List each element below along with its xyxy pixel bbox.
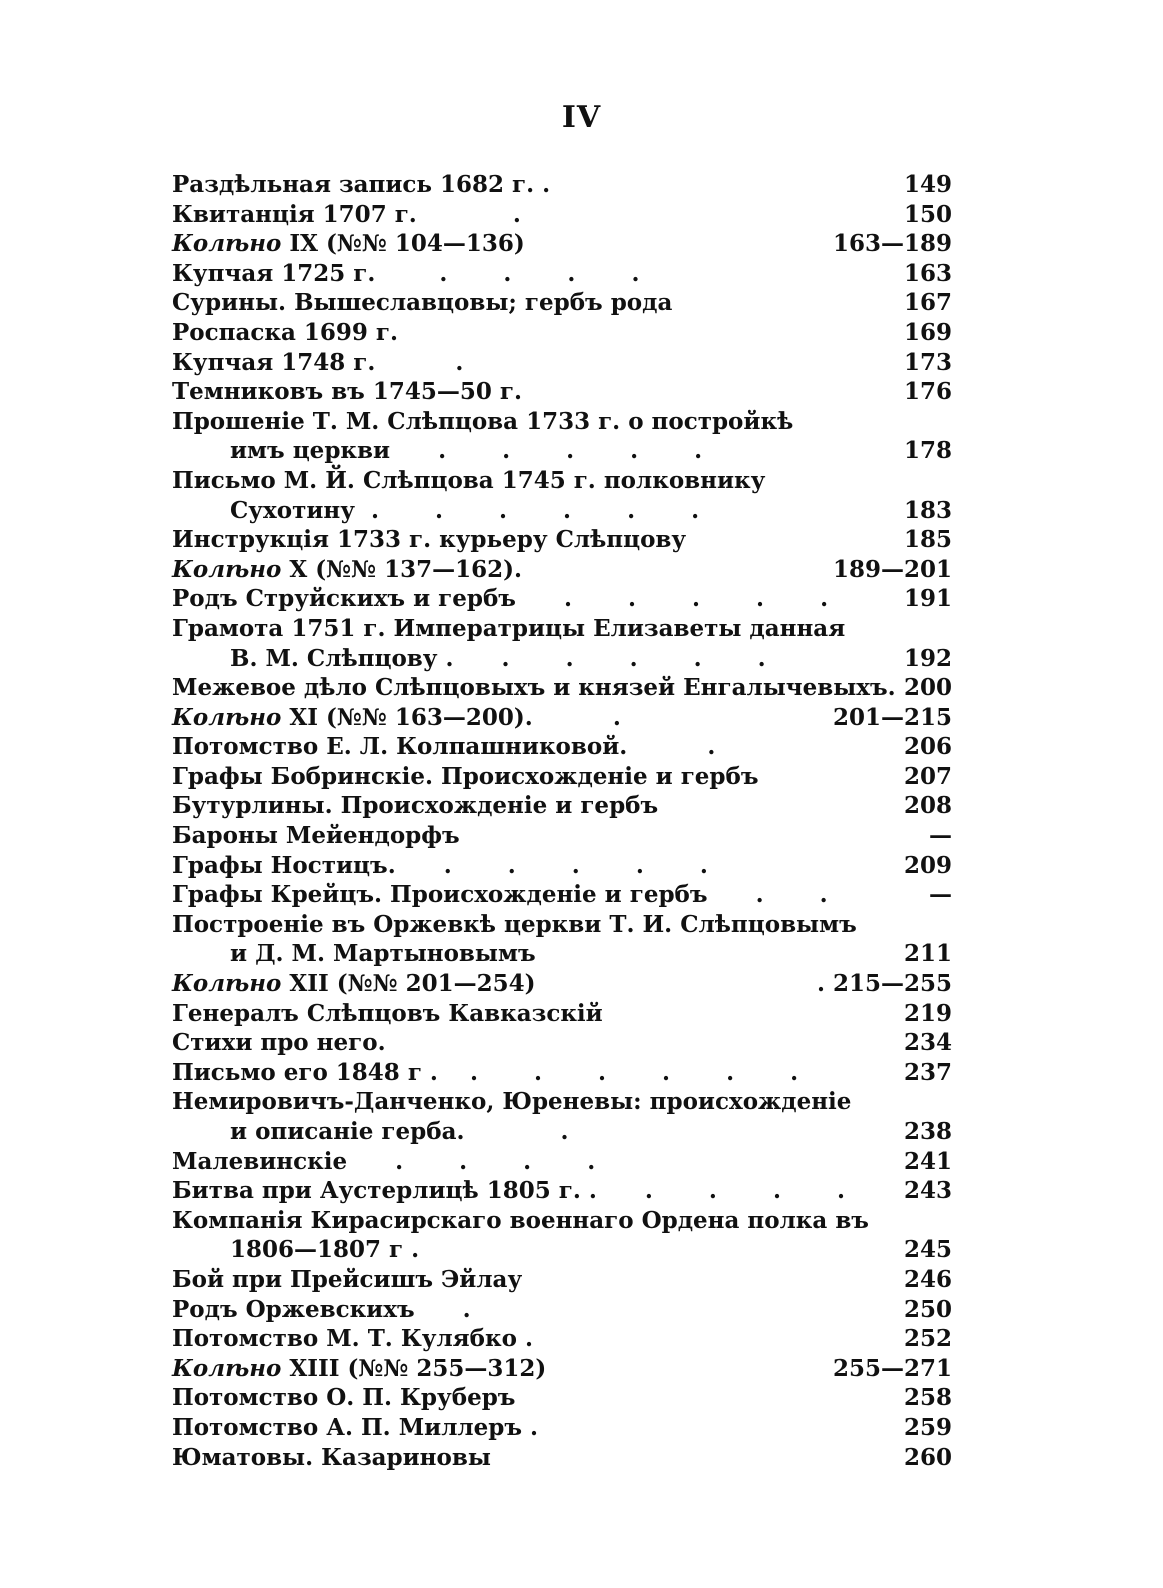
toc-entry-page-number: 169 bbox=[903, 318, 952, 346]
toc-entry bbox=[172, 969, 952, 999]
toc-entry bbox=[172, 229, 952, 259]
toc-entry-title bbox=[172, 1295, 812, 1325]
toc-entry-leader-dots: . . . . . bbox=[515, 585, 837, 613]
toc-entry-title bbox=[172, 791, 812, 821]
toc-entry-text: Компанія Кирасирскаго военнаго Ордена полка въ bbox=[172, 1206, 869, 1234]
toc-entry bbox=[172, 436, 952, 466]
toc-entry-title bbox=[172, 229, 812, 259]
toc-entry-page-number: 237 bbox=[903, 1058, 952, 1086]
toc-entry-leader-dots: . . . . . . bbox=[354, 496, 708, 524]
toc-entry-text: XI (№№ 163—200). bbox=[281, 703, 533, 731]
toc-entry-page-number: 234 bbox=[903, 1029, 952, 1057]
toc-entry-text: Немировичъ-Данченко, Юреневы: происхожденіе bbox=[172, 1088, 852, 1116]
toc-entry-page-number: 191 bbox=[903, 585, 952, 613]
toc-entry bbox=[172, 999, 952, 1029]
toc-entry bbox=[172, 614, 952, 644]
toc-entry-title bbox=[172, 851, 812, 881]
toc-entry-leader-dots: . . . . bbox=[596, 1177, 853, 1205]
toc-entry-page-number: 178 bbox=[903, 437, 952, 465]
toc-entry-text: Потомство М. Т. Кулябко . bbox=[172, 1325, 533, 1353]
toc-entry-generation-label: Колѣно bbox=[172, 970, 282, 998]
toc-entry-text: Грамота 1751 г. Императрицы Елизаветы данная bbox=[172, 614, 846, 642]
toc-entry-text: Купчая 1725 г. bbox=[172, 259, 376, 287]
toc-entry-page-number: 243 bbox=[903, 1177, 952, 1205]
toc-entry-text: Родъ Струйскихъ и гербъ bbox=[172, 585, 516, 613]
toc-entry-text: Генералъ Слѣпцовъ Кавказскій bbox=[172, 999, 603, 1027]
toc-entry-text: Битва при Аустерлицѣ 1805 г. . bbox=[172, 1177, 597, 1205]
toc-entry-text: имъ церкви bbox=[230, 437, 391, 465]
table-of-contents bbox=[172, 170, 952, 1472]
toc-entry bbox=[172, 673, 952, 703]
toc-entry-generation-label: Колѣно bbox=[172, 1354, 282, 1382]
toc-entry-generation-label: Колѣно bbox=[172, 230, 282, 258]
toc-entry-leader-dots: . bbox=[532, 703, 629, 731]
toc-entry-page-number: 173 bbox=[903, 348, 952, 376]
toc-entry bbox=[172, 377, 952, 407]
toc-entry-page-number: . 215—255 bbox=[816, 970, 952, 998]
toc-entry-text: Сухотину bbox=[230, 496, 355, 524]
toc-entry-text: Бой при Прейсишъ Эйлау bbox=[172, 1265, 523, 1293]
toc-entry-text: XII (№№ 201—254) bbox=[281, 970, 536, 998]
toc-entry-text: и описаніе герба. bbox=[230, 1118, 465, 1145]
toc-entry-title bbox=[172, 1265, 812, 1295]
toc-entry-title bbox=[172, 1087, 852, 1117]
toc-entry bbox=[172, 200, 952, 230]
toc-entry-title bbox=[172, 762, 812, 792]
toc-entry-text: Графы Бобринскіе. Происхожденіе и гербъ bbox=[172, 762, 759, 790]
toc-entry bbox=[172, 644, 952, 674]
toc-entry-title bbox=[172, 969, 812, 999]
toc-entry-page-number: 183 bbox=[903, 496, 952, 524]
toc-entry-title bbox=[172, 1383, 812, 1413]
toc-entry-page-number: — bbox=[929, 881, 952, 909]
toc-entry bbox=[172, 1265, 952, 1295]
toc-entry-page-number: — bbox=[929, 822, 952, 850]
toc-entry-title bbox=[172, 288, 812, 318]
toc-entry-page-number: 258 bbox=[903, 1384, 952, 1412]
toc-entry-title bbox=[172, 1028, 812, 1058]
toc-entry-title bbox=[172, 880, 836, 910]
toc-entry-page-number: 238 bbox=[903, 1118, 952, 1145]
toc-entry-generation-label: Колѣно bbox=[172, 703, 282, 731]
toc-entry-title bbox=[172, 910, 857, 940]
toc-entry-text: В. М. Слѣпцову . bbox=[230, 644, 454, 672]
toc-entry-title bbox=[172, 1354, 812, 1384]
toc-entry bbox=[172, 703, 952, 733]
toc-entry-title bbox=[172, 318, 812, 348]
toc-entry-leader-dots: . . . . . bbox=[453, 644, 774, 672]
toc-entry bbox=[172, 1324, 952, 1354]
toc-entry bbox=[172, 1176, 952, 1206]
toc-entry-title bbox=[172, 614, 846, 644]
toc-entry-generation-label: Колѣно bbox=[172, 555, 282, 583]
toc-entry-leader-dots: . . . . . bbox=[395, 851, 716, 879]
toc-entry bbox=[172, 525, 952, 555]
toc-entry-text: Малевинскіе bbox=[172, 1147, 348, 1175]
toc-entry-title bbox=[172, 170, 812, 200]
toc-entry-leader-dots: . . . . . bbox=[390, 437, 711, 465]
toc-entry-text: Юматовы. Казариновы bbox=[172, 1443, 491, 1471]
toc-entry bbox=[172, 259, 952, 289]
toc-entry-text: Бароны Мейендорфъ bbox=[172, 822, 460, 850]
toc-entry-page-number: 163 bbox=[903, 259, 952, 287]
toc-entry-text: Купчая 1748 г. bbox=[172, 348, 376, 376]
toc-entry-page-number: 189—201 bbox=[832, 555, 952, 583]
toc-entry-leader-dots: . bbox=[416, 200, 529, 228]
toc-entry-text: Графы Ностицъ. bbox=[172, 851, 396, 879]
toc-entry-text: Квитанція 1707 г. bbox=[172, 200, 417, 228]
toc-entry-text: Сурины. Вышеславцовы; гербъ рода bbox=[172, 289, 673, 317]
toc-entry bbox=[172, 584, 952, 614]
toc-entry bbox=[172, 496, 952, 526]
toc-entry bbox=[172, 348, 952, 378]
toc-entry-title bbox=[172, 673, 896, 703]
toc-entry bbox=[172, 1117, 952, 1147]
toc-entry-page-number: 192 bbox=[903, 644, 952, 672]
toc-entry bbox=[172, 1413, 952, 1443]
toc-entry-text: Построеніе въ Оржевкѣ церкви Т. И. Слѣпцовымъ bbox=[172, 910, 857, 938]
toc-entry-page-number: 259 bbox=[903, 1413, 952, 1441]
toc-entry-text: Родъ Оржевскихъ bbox=[172, 1295, 415, 1323]
toc-entry-page-number: 167 bbox=[903, 289, 952, 317]
toc-entry bbox=[172, 466, 952, 496]
toc-entry bbox=[172, 1235, 952, 1265]
toc-entry bbox=[172, 1443, 952, 1473]
toc-entry bbox=[172, 732, 952, 762]
toc-entry-title bbox=[172, 1324, 812, 1354]
toc-entry-page-number: 201—215 bbox=[832, 703, 952, 731]
toc-entry-text: Инструкція 1733 г. курьеру Слѣпцову bbox=[172, 526, 687, 554]
toc-entry-page-number: 252 bbox=[903, 1325, 952, 1353]
toc-entry-title bbox=[230, 1235, 812, 1265]
toc-entry-text: X (№№ 137—162). bbox=[281, 555, 523, 583]
toc-entry-title bbox=[230, 496, 812, 526]
toc-entry bbox=[172, 1087, 952, 1117]
toc-entry-text: IX (№№ 104—136) bbox=[281, 230, 525, 258]
toc-entry-text: Раздѣльная запись 1682 г. . bbox=[172, 171, 551, 198]
toc-entry bbox=[172, 1058, 952, 1088]
toc-entry bbox=[172, 821, 952, 851]
toc-entry-title bbox=[230, 644, 812, 674]
toc-entry bbox=[172, 407, 952, 437]
toc-entry bbox=[172, 762, 952, 792]
toc-entry-page-number: 211 bbox=[903, 940, 952, 968]
toc-entry bbox=[172, 318, 952, 348]
toc-entry-title bbox=[172, 259, 812, 289]
toc-entry-title bbox=[172, 821, 812, 851]
toc-entry-title bbox=[172, 732, 812, 762]
toc-entry-leader-dots: . bbox=[414, 1295, 479, 1323]
toc-entry bbox=[172, 555, 952, 585]
toc-entry-text: Потомство Е. Л. Колпашниковой. bbox=[172, 733, 628, 761]
toc-entry bbox=[172, 851, 952, 881]
toc-entry bbox=[172, 170, 952, 200]
toc-entry-text: Потомство А. П. Миллеръ . bbox=[172, 1413, 539, 1441]
toc-entry-text: Стихи про него. bbox=[172, 1029, 386, 1057]
toc-entry-leader-dots: . . . . bbox=[347, 1147, 604, 1175]
toc-entry-page-number: 163—189 bbox=[832, 230, 952, 258]
toc-entry bbox=[172, 910, 952, 940]
toc-entry bbox=[172, 1295, 952, 1325]
toc-entry-title bbox=[172, 407, 812, 437]
toc-entry bbox=[172, 1147, 952, 1177]
toc-entry bbox=[172, 1028, 952, 1058]
toc-entry-leader-dots: . bbox=[464, 1118, 577, 1145]
toc-entry-title bbox=[172, 584, 837, 614]
toc-entry-page-number: 208 bbox=[903, 792, 952, 820]
toc-entry-leader-dots: . . . . . . bbox=[437, 1058, 807, 1086]
toc-entry-title bbox=[230, 939, 812, 969]
toc-entry-page-number: 246 bbox=[903, 1265, 952, 1293]
toc-entry-text: Письмо его 1848 г . bbox=[172, 1058, 438, 1086]
toc-entry-text: Графы Крейцъ. Происхожденіе и гербъ bbox=[172, 881, 708, 909]
toc-entry-title bbox=[172, 1206, 869, 1236]
toc-entry-title bbox=[172, 1147, 812, 1177]
toc-entry-text: Письмо М. Й. Слѣпцова 1745 г. полковнику bbox=[172, 466, 766, 494]
toc-entry bbox=[172, 288, 952, 318]
toc-entry bbox=[172, 1383, 952, 1413]
toc-entry-leader-dots: . bbox=[627, 733, 724, 761]
toc-entry-title bbox=[172, 525, 812, 555]
toc-entry-title bbox=[172, 703, 812, 733]
toc-entry-title bbox=[172, 1058, 812, 1088]
toc-entry-title bbox=[230, 1117, 812, 1147]
page-number: IV bbox=[561, 100, 602, 135]
toc-entry-title bbox=[172, 1413, 812, 1443]
toc-entry-text: Межевое дѣло Слѣпцовыхъ и князей Енгалычевыхъ. bbox=[172, 674, 896, 702]
toc-entry-page-number: 209 bbox=[903, 851, 952, 879]
toc-entry-title bbox=[172, 348, 812, 378]
toc-entry-page-number: 200 bbox=[903, 674, 952, 702]
toc-entry-text: XIII (№№ 255—312) bbox=[281, 1354, 547, 1382]
toc-entry-title bbox=[172, 466, 812, 496]
toc-entry-page-number: 260 bbox=[903, 1443, 952, 1471]
toc-entry-title bbox=[230, 436, 812, 466]
toc-entry-title bbox=[172, 377, 812, 407]
toc-entry-title bbox=[172, 999, 812, 1029]
toc-entry-leader-dots: . . . . bbox=[375, 259, 648, 287]
toc-entry-text: и Д. М. Мартыновымъ bbox=[230, 940, 536, 968]
toc-entry-page-number: 245 bbox=[903, 1236, 952, 1264]
toc-entry-page-number: 241 bbox=[903, 1147, 952, 1175]
toc-entry-page-number: 149 bbox=[903, 171, 952, 198]
toc-entry-title bbox=[172, 1176, 853, 1206]
toc-entry bbox=[172, 1354, 952, 1384]
toc-entry-page-number: 250 bbox=[903, 1295, 952, 1323]
toc-entry-page-number: 176 bbox=[903, 378, 952, 406]
toc-entry-page-number: 207 bbox=[903, 762, 952, 790]
toc-entry bbox=[172, 791, 952, 821]
toc-entry-title bbox=[172, 1443, 812, 1473]
toc-entry-text: Бутурлины. Происхожденіе и гербъ bbox=[172, 792, 659, 820]
toc-entry-page-number: 185 bbox=[903, 526, 952, 554]
toc-entry-title bbox=[172, 555, 812, 585]
toc-entry-text: Темниковъ въ 1745—50 г. bbox=[172, 378, 522, 406]
toc-entry-page-number: 219 bbox=[903, 999, 952, 1027]
toc-entry-leader-dots: . . bbox=[707, 881, 836, 909]
toc-entry bbox=[172, 880, 952, 910]
toc-entry-text: Прошеніе Т. М. Слѣпцова 1733 г. о постройкѣ bbox=[172, 407, 794, 435]
toc-entry-text: 1806—1807 г . bbox=[230, 1236, 420, 1264]
toc-entry-title bbox=[172, 200, 812, 230]
toc-entry-page-number: 150 bbox=[903, 200, 952, 228]
toc-entry-text: Потомство О. П. Круберъ bbox=[172, 1384, 516, 1412]
toc-entry-page-number: 206 bbox=[903, 733, 952, 761]
toc-entry-text: Роспаска 1699 г. bbox=[172, 318, 399, 346]
toc-entry-leader-dots: . bbox=[375, 348, 472, 376]
toc-entry bbox=[172, 1206, 952, 1236]
toc-entry-page-number: 255—271 bbox=[832, 1354, 952, 1382]
toc-entry bbox=[172, 939, 952, 969]
